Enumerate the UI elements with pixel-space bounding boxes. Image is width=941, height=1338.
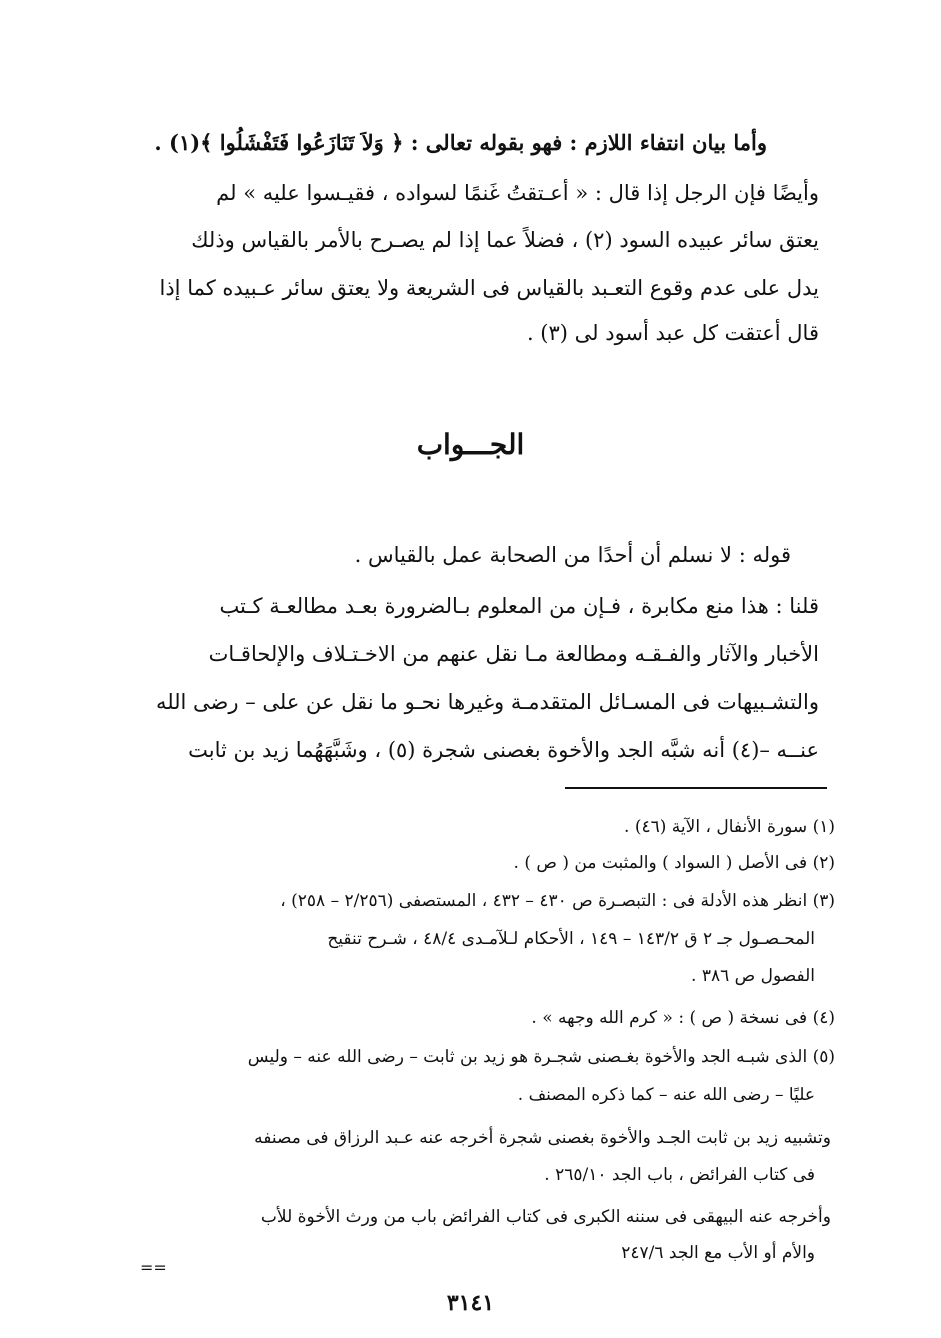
section-heading: الجـــواب xyxy=(416,428,525,461)
continuation-mark: == xyxy=(140,1258,167,1277)
footnote-4: (٤) فى نسخة ( ص ) : « كرم الله وجهه » . xyxy=(531,1008,835,1028)
footnote-3-line-2: المحـصـول جـ ٢ ق ١٤٣/٢ – ١٤٩ ، الأحكام لـلآمـدى ٤٨/٤ ، شـرح تنقيح xyxy=(327,929,815,949)
footnote-5-line-3: وتشبيه زيد بن ثابت الجـد والأخوة بغصنى شجرة أخرجه عنه عـبد الرزاق فى مصنفه xyxy=(254,1128,831,1148)
footnote-5-line-1: (٥) الذى شبـه الجد والأخوة بغـصنى شجـرة هو زيد بن ثابت – رضى الله عنه – وليس xyxy=(247,1047,835,1067)
footnote-3-line-3: الفصول ص ٣٨٦ . xyxy=(691,966,815,986)
footnote-2: (٢) فى الأصل ( السواد ) والمثبت من ( ص ) . xyxy=(513,853,835,873)
text-line-7: قلنا : هذا منع مكابرة ، فـإن من المعلوم بـالضرورة بعـد مطالعـة كـتب xyxy=(219,594,819,618)
text-line-2: وأيضًا فإن الرجل إذا قال : « أعـتقتُ غَنمًا لسواده ، فقيـسوا عليه » لم xyxy=(216,181,819,205)
text-line-9: والتشـبيهات فى المسـائل المتقدمـة وغيرها نحـو ما نقل عن على – رضى الله xyxy=(155,690,819,714)
footnote-5-line-4: فى كتاب الفرائض ، باب الجد ٢٦٥/١٠ . xyxy=(544,1165,815,1185)
footnote-5-line-5: وأخرجه عنه البيهقى فى سننه الكبرى فى كتاب الفرائض باب من ورث الأخوة للأب xyxy=(260,1207,831,1227)
text-line-6: قوله : لا نسلم أن أحدًا من الصحابة عمل بالقياس . xyxy=(354,543,791,567)
text-line-5: قال أعتقت كل عبد أسود لى (٣) . xyxy=(526,321,819,345)
footnote-3-line-1: (٣) انظر هذه الأدلة فى : التبصـرة ص ٤٣٠ – ٤٣٢ ، المستصفى (٢/٢٥٦ – ٢٥٨) ، xyxy=(280,891,835,911)
footnote-divider xyxy=(565,787,827,789)
text-line-3: يعتق سائر عبيده السود (٢) ، فضلاً عما إذا لم يصـرح بالأمر بالقياس وذلك xyxy=(191,228,819,252)
text-line-10: عنــه –(٤) أنه شبَّه الجد والأخوة بغصنى شجرة (٥) ، وشَبَّهَهُما زيد بن ثابت xyxy=(188,738,819,762)
text-line-8: الأخبار والآثار والفـقـه ومطالعة مـا نقل عنهم من الاخـتـلاف والإلحاقـات xyxy=(208,642,819,666)
page-number: ٣١٤١ xyxy=(446,1290,495,1316)
footnote-1: (١) سورة الأنفال ، الآية (٤٦) . xyxy=(624,817,835,837)
footnote-5-line-2: عليًا – رضى الله عنه – كما ذكره المصنف . xyxy=(517,1085,815,1105)
text-line-1: وأما بيان انتفاء اللازم : فهو بقوله تعالى : ﴿ وَلاَ تَنَازَعُوا فَتَفْشَلُوا ﴾(١) . xyxy=(154,130,767,155)
footnote-5-line-6: والأم أو الأب مع الجد ٢٤٧/٦ xyxy=(621,1243,815,1263)
text-line-4: يدل على عدم وقوع التعـبد بالقياس فى الشريعة ولا يعتق سائر عـبيده كما إذا xyxy=(159,276,819,300)
